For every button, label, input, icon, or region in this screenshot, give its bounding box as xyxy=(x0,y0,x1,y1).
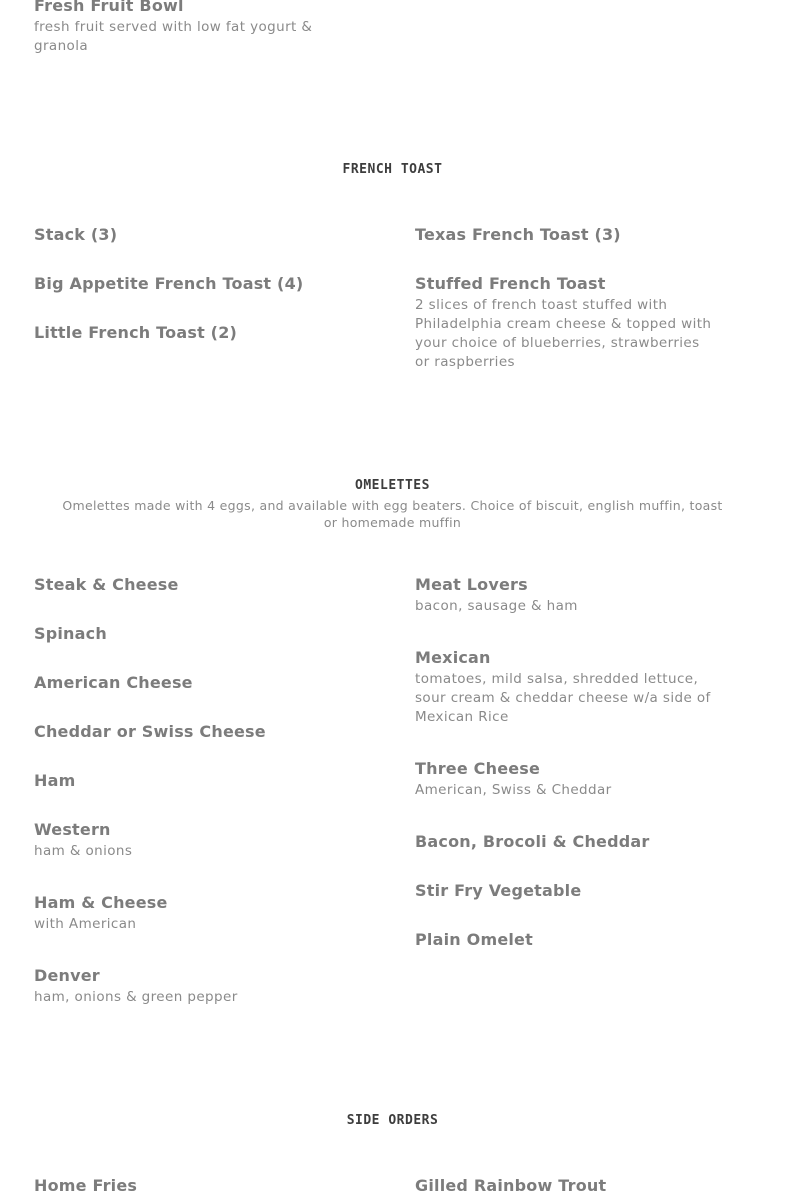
menu-item-name: Cheddar or Swiss Cheese xyxy=(34,722,266,741)
menu-item-spinach xyxy=(34,624,334,644)
menu-item-name: Three Cheese xyxy=(415,759,541,778)
menu-item-name: Gilled Rainbow Trout xyxy=(415,1176,607,1195)
menu-item-name: Stack (3) xyxy=(34,225,118,244)
menu-item-big-appetite xyxy=(34,274,334,294)
menu-item-ham xyxy=(34,771,334,791)
menu-item-little-french-toast xyxy=(34,323,334,343)
section-title-omelettes: OMELETTES xyxy=(355,478,430,493)
menu-item-description: fresh fruit served with low fat yogurt & granola xyxy=(34,19,313,54)
menu-item-name: Big Appetite French Toast (4) xyxy=(34,274,304,293)
menu-item-name: Plain Omelet xyxy=(415,930,533,949)
menu-item-name: Ham xyxy=(34,771,76,790)
menu-item-description: with American xyxy=(34,916,137,932)
menu-item-american-cheese xyxy=(34,673,334,693)
section-note-omelettes: Omelettes made with 4 eggs, and available with egg beaters. Choice of biscuit, english muffin, toast or homemade muffin xyxy=(62,498,723,530)
menu-item-ham-cheese xyxy=(34,893,334,934)
menu-item-name: Ham & Cheese xyxy=(34,893,168,912)
menu-item-plain-omelet xyxy=(415,930,715,950)
menu-item-description: ham & onions xyxy=(34,843,133,859)
section-title-side-orders: SIDE ORDERS xyxy=(346,1113,439,1128)
menu-item-stir-fry-vegetable xyxy=(415,881,715,901)
menu-item-home-fries xyxy=(34,1176,334,1196)
menu-item-name: Spinach xyxy=(34,624,107,643)
menu-item-name: Texas French Toast (3) xyxy=(415,225,621,244)
menu-item-name: Meat Lovers xyxy=(415,575,528,594)
menu-item-name: American Cheese xyxy=(34,673,193,692)
menu-item-bacon-brocoli-cheddar xyxy=(415,832,715,852)
menu-item-denver xyxy=(34,966,334,1007)
menu-item-fresh-fruit-bowl xyxy=(34,0,334,56)
menu-item-texas-french-toast xyxy=(415,225,715,245)
menu-item-western xyxy=(34,820,334,861)
menu-item-three-cheese xyxy=(415,759,715,800)
menu-item-mexican xyxy=(415,648,715,727)
menu-item-description: bacon, sausage & ham xyxy=(415,598,578,614)
menu-item-name: Home Fries xyxy=(34,1176,138,1195)
menu-item-name: Denver xyxy=(34,966,100,985)
menu-item-name: Stuffed French Toast xyxy=(415,274,606,293)
menu-item-description: American, Swiss & Cheddar xyxy=(415,782,612,798)
menu-item-description: 2 slices of french toast stuffed with Philadelphia cream cheese & topped with your choice of blueberries, strawberries or raspberries xyxy=(415,297,712,370)
menu-item-stack xyxy=(34,225,334,245)
menu-item-stuffed-french-toast xyxy=(415,274,715,372)
menu-item-grilled-rainbow-trout xyxy=(415,1176,715,1196)
menu-item-name: Steak & Cheese xyxy=(34,575,179,594)
menu-item-name: Western xyxy=(34,820,111,839)
menu-item-name: Stir Fry Vegetable xyxy=(415,881,582,900)
menu-item-steak-cheese xyxy=(34,575,334,595)
section-title-french-toast: FRENCH TOAST xyxy=(342,162,443,177)
menu-item-name: Fresh Fruit Bowl xyxy=(34,0,184,15)
menu-item-name: Little French Toast (2) xyxy=(34,323,238,342)
menu-item-meat-lovers xyxy=(415,575,715,616)
menu-item-description: tomatoes, mild salsa, shredded lettuce, sour cream & cheddar cheese w/a side of Mexican Rice xyxy=(415,671,711,725)
menu-item-cheddar-swiss xyxy=(34,722,334,742)
menu-item-name: Mexican xyxy=(415,648,491,667)
menu-item-description: ham, onions & green pepper xyxy=(34,989,238,1005)
menu-item-name: Bacon, Brocoli & Cheddar xyxy=(415,832,650,851)
